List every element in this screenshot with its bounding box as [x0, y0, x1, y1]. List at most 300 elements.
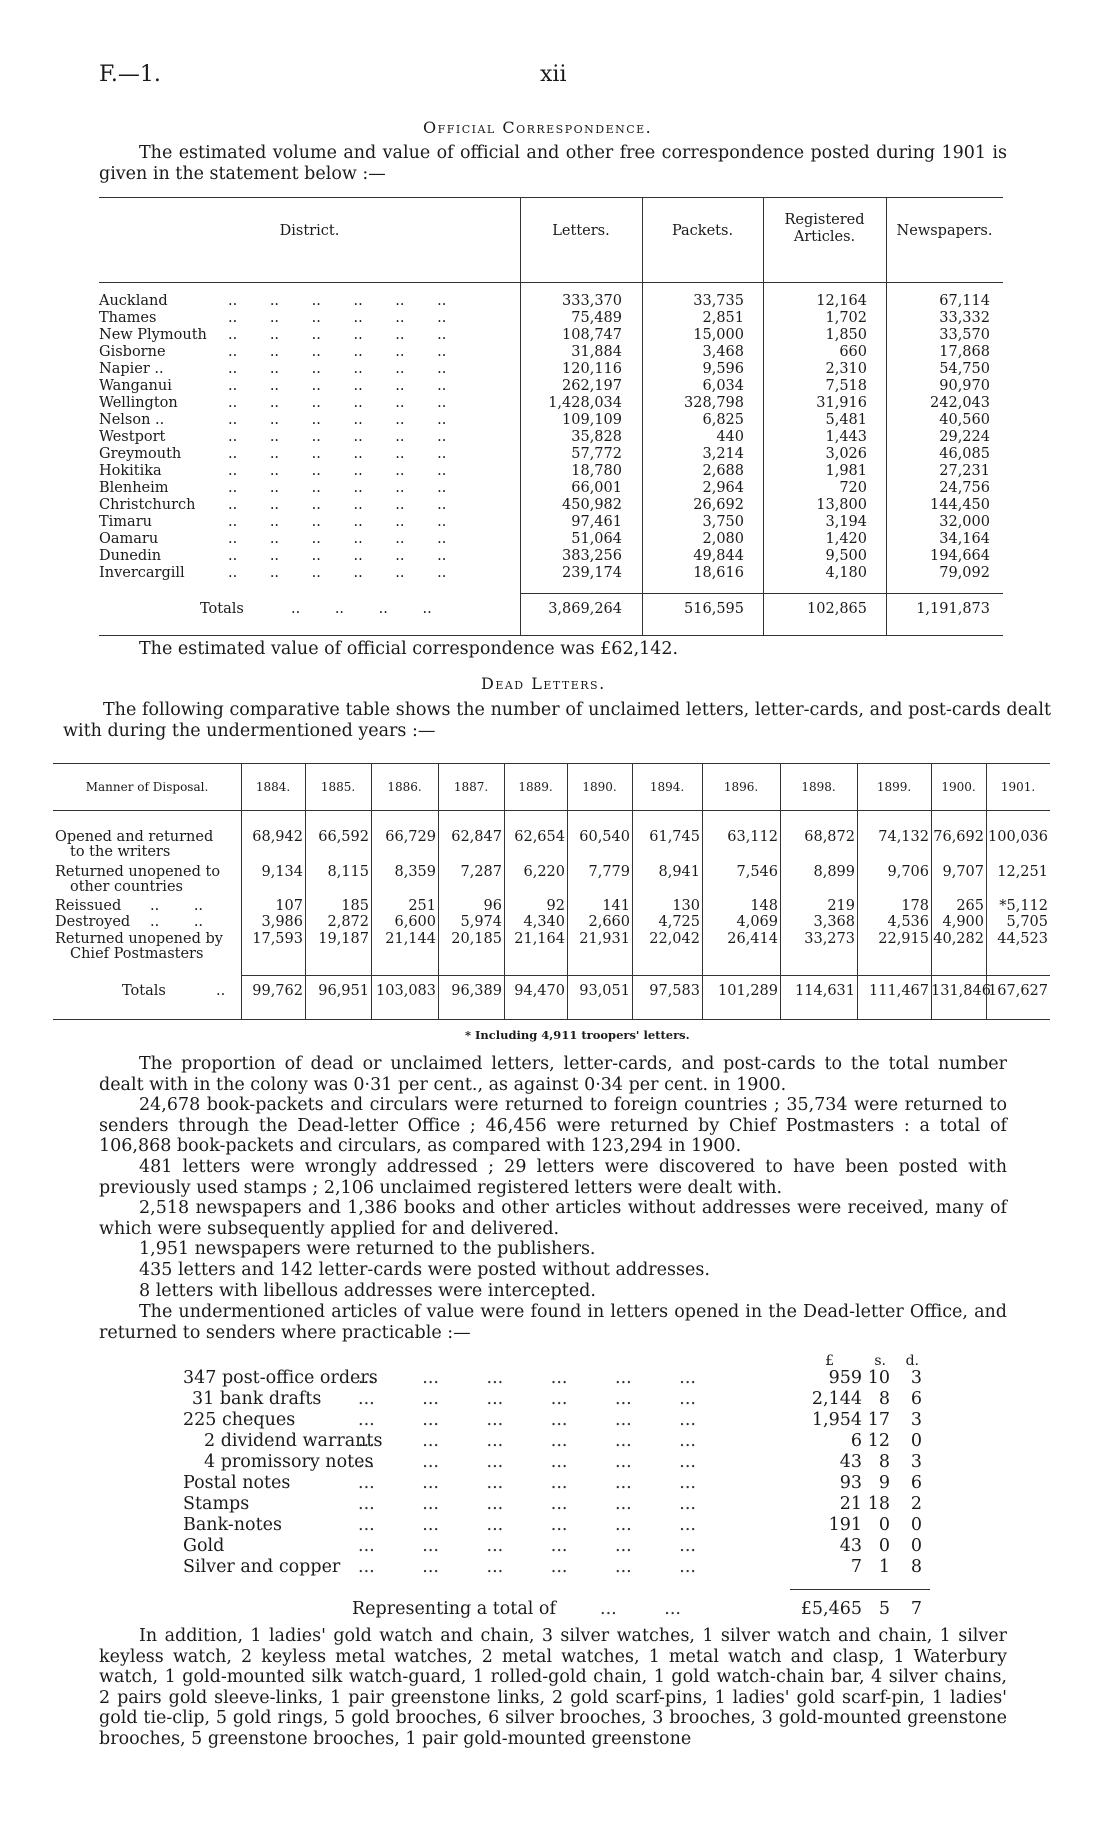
valuable-item-pounds: 43: [839, 1452, 862, 1472]
table2-value-cell: 4,725: [658, 914, 700, 930]
table1-packets-cell: 33,735: [693, 293, 744, 309]
valuable-leader-dots: ... ... ... ... ... ...: [358, 1368, 696, 1388]
table1-district-name: Wanganui: [99, 378, 172, 394]
table2-value-cell: 62,847: [451, 829, 502, 845]
official-intro: The estimated volume and value of official and other free correspondence posted during 1901 is given in the statement below :—: [99, 143, 1007, 184]
table2-row-label: Returned unopened to: [55, 864, 221, 880]
table2-value-cell: 22,042: [649, 931, 700, 947]
table1-header-registered: Registered Articles.: [784, 212, 865, 245]
paragraph-additional-items: In addition, 1 ladies' gold watch and chain, 3 silver watches, 1 silver watch and chain, 1 silver keyless watch, 2 keyless metal watches, 2 metal watches, 1 metal watch and clasp, 1 Waterbury watch, 1 gold-mounted silk watch-guard, 1 rolled-gold chain, 1 gold watch-chain bar, 4 silver chains, 2 pairs gold sleeve-links, 1 pair greenstone links, 2 gold scarf-pins, 1 ladies' gold scarf-pin, 1 ladies' gold tie-clip, 5 gold rings, 5 gold brooches, 6 silver brooches, 3 brooches, 3 gold-mounted greenstone brooches, 5 greenstone brooches, 1 pair gold-mounted greenstone: [99, 1626, 1007, 1749]
table1-newspapers-cell: 79,092: [939, 565, 990, 581]
table1-registered-cell: 31,916: [816, 395, 867, 411]
valuable-item-shillings: 0: [878, 1515, 890, 1535]
table2-total-cell: 93,051: [579, 983, 630, 999]
table1-leader-dots: .. .. .. .. .. ..: [228, 293, 447, 309]
table2-value-cell: 130: [672, 898, 700, 914]
valuable-item-pounds: 7: [850, 1557, 862, 1577]
section-title-official: Official Correspondence.: [423, 118, 653, 137]
table1-letters-cell: 51,064: [571, 531, 622, 547]
table2-value-cell: 6,600: [394, 914, 436, 930]
table1-newspapers-cell: 33,332: [939, 310, 990, 326]
table1-registered-cell: 1,420: [825, 531, 867, 547]
table1-leader-dots: .. .. .. .. .. ..: [228, 480, 447, 496]
table2-value-cell: 7,287: [460, 864, 502, 880]
valuables-total-pounds: £5,465: [800, 1599, 862, 1619]
valuables-header-pence: d.: [905, 1353, 919, 1369]
table2-value-cell: 178: [901, 898, 929, 914]
table2-value-cell: 9,706: [887, 864, 929, 880]
table1-header-newspapers: Newspapers.: [896, 223, 993, 239]
table2-value-cell: 68,942: [252, 829, 303, 845]
table1-district-name: Dunedin: [99, 548, 162, 564]
valuable-item-pounds: 1,954: [811, 1410, 862, 1430]
table1-registered-cell: 9,500: [825, 548, 867, 564]
table1-packets-cell: 440: [716, 429, 744, 445]
valuable-item-label: 2 dividend warrants: [204, 1431, 383, 1451]
table2-header-manner: Manner of Disposal.: [85, 780, 209, 794]
valuable-item-pounds: 191: [828, 1515, 862, 1535]
table1-header-rule: [99, 282, 1003, 283]
table1-newspapers-cell: 17,868: [939, 344, 990, 360]
table2-value-cell: 20,185: [451, 931, 502, 947]
table1-total-newspapers: 1,191,873: [916, 601, 990, 617]
valuable-item-pounds: 21: [839, 1494, 862, 1514]
table1-letters-cell: 1,428,034: [548, 395, 622, 411]
valuable-leader-dots: ... ... ... ... ... ...: [358, 1431, 696, 1451]
table1-leader-dots: .. .. .. .. .. ..: [228, 412, 447, 428]
table1-letters-cell: 31,884: [571, 344, 622, 360]
table2-header-year: 1896.: [723, 780, 759, 794]
table1-total-packets: 516,595: [684, 601, 744, 617]
table1-letters-cell: 108,747: [562, 327, 622, 343]
table1-packets-cell: 9,596: [702, 361, 744, 377]
valuable-item-shillings: 18: [867, 1494, 890, 1514]
valuable-item-shillings: 8: [878, 1389, 890, 1409]
table1-newspapers-cell: 40,560: [939, 412, 990, 428]
table1-registered-cell: 5,481: [825, 412, 867, 428]
table1-leader-dots: .. .. .. .. .. ..: [228, 327, 447, 343]
table1-newspapers-cell: 90,970: [939, 378, 990, 394]
valuables-header-shillings: s.: [874, 1353, 886, 1369]
table1-district-name: Westport: [99, 429, 166, 445]
valuable-item-shillings: 0: [878, 1536, 890, 1556]
table1-leader-dots: .. .. .. ..: [291, 601, 432, 617]
table1-packets-cell: 3,214: [702, 446, 744, 462]
table2-value-cell: 9,134: [261, 864, 303, 880]
table1-letters-cell: 109,109: [562, 412, 622, 428]
table2-value-cell: 107: [275, 898, 303, 914]
table1-newspapers-cell: 32,000: [939, 514, 990, 530]
table1-packets-cell: 6,825: [702, 412, 744, 428]
table1-letters-cell: 75,489: [571, 310, 622, 326]
table2-value-cell: 8,115: [327, 864, 369, 880]
table2-value-cell: 6,220: [523, 864, 565, 880]
table2-value-cell: 26,414: [727, 931, 778, 947]
table1-header-packets: Packets.: [671, 223, 734, 239]
table2-value-cell: 92: [546, 898, 565, 914]
paragraph-without-addresses: 435 letters and 142 letter-cards were posted without addresses.: [139, 1260, 710, 1280]
valuable-item-pounds: 43: [839, 1536, 862, 1556]
table1-registered-cell: 2,310: [825, 361, 867, 377]
table2-header-year: 1885.: [320, 780, 356, 794]
table2-row-label: Opened and returned: [55, 829, 214, 845]
table1-registered-cell: 4,180: [825, 565, 867, 581]
table1-packets-cell: 3,468: [702, 344, 744, 360]
table2-leader-dots: ..: [216, 983, 226, 999]
table2-value-cell: 21,144: [385, 931, 436, 947]
valuable-leader-dots: ... ... ... ... ... ...: [358, 1557, 696, 1577]
table1-totals-rule: [520, 593, 1003, 594]
table2-total-cell: 96,951: [318, 983, 369, 999]
table1-leader-dots: .. .. .. .. .. ..: [228, 395, 447, 411]
table1-leader-dots: .. .. .. .. .. ..: [228, 344, 447, 360]
valuable-item-label: Silver and copper: [183, 1557, 341, 1577]
table2-total-cell: 97,583: [649, 983, 700, 999]
table2-value-cell: 2,660: [588, 914, 630, 930]
table2-value-cell: 12,251: [997, 864, 1048, 880]
table2-total-cell: 96,389: [451, 983, 502, 999]
valuable-item-pence: 0: [910, 1431, 922, 1451]
table1-leader-dots: .. .. .. .. .. ..: [228, 548, 447, 564]
table2-total-cell: 99,762: [252, 983, 303, 999]
table1-district-name: Hokitika: [99, 463, 162, 479]
table2-top-rule: [53, 763, 1050, 764]
table1-packets-cell: 328,798: [684, 395, 744, 411]
table2-header-year: 1889.: [518, 780, 553, 794]
table2-value-cell: 63,112: [727, 829, 778, 845]
table1-letters-cell: 333,370: [562, 293, 622, 309]
table2-column-rule: [567, 763, 568, 1019]
valuable-item-pence: 0: [910, 1536, 922, 1556]
table1-leader-dots: .. .. .. .. .. ..: [228, 429, 447, 445]
table2-value-cell: 33,273: [804, 931, 855, 947]
valuable-item-label: 4 promissory notes: [204, 1452, 374, 1472]
valuable-item-pence: 0: [910, 1515, 922, 1535]
paragraph-proportion: The proportion of dead or unclaimed letters, letter-cards, and post-cards to the total number dealt with in the colony was 0·31 per cent., as against 0·34 per cent. in 1900.: [99, 1054, 1007, 1095]
table1-packets-cell: 2,851: [702, 310, 744, 326]
table2-column-rule: [702, 763, 703, 1019]
table2-column-rule: [504, 763, 505, 1019]
valuable-leader-dots: ... ...: [600, 1599, 681, 1619]
table2-value-cell: 44,523: [997, 931, 1048, 947]
table2-leader-dots: .. ..: [150, 898, 204, 914]
table1-registered-cell: 3,026: [825, 446, 867, 462]
valuable-item-pence: 8: [910, 1557, 922, 1577]
valuable-item-label: Bank-notes: [183, 1515, 282, 1535]
valuable-leader-dots: ... ... ... ... ... ...: [358, 1515, 696, 1535]
table1-leader-dots: .. .. .. .. .. ..: [228, 446, 447, 462]
table2-value-cell: 4,340: [523, 914, 565, 930]
dead-letters-intro: The following comparative table shows the number of unclaimed letters, letter-cards, and post-cards dealt with during the undermentioned years :—: [63, 700, 1051, 741]
valuables-header-pounds: £: [825, 1353, 834, 1369]
table2-value-cell: 8,359: [394, 864, 436, 880]
table2-value-cell: 66,592: [318, 829, 369, 845]
table2-value-cell: 74,132: [878, 829, 929, 845]
table2-value-cell: 4,536: [887, 914, 929, 930]
table2-header-year: 1884.: [255, 780, 291, 794]
valuable-item-pence: 2: [910, 1494, 922, 1514]
table2-value-cell: 4,900: [942, 914, 984, 930]
table2-column-rule: [780, 763, 781, 1019]
table2-value-cell: 3,986: [261, 914, 303, 930]
table1-newspapers-cell: 29,224: [939, 429, 990, 445]
table1-leader-dots: .. .. .. .. .. ..: [228, 565, 447, 581]
table1-letters-cell: 66,001: [571, 480, 622, 496]
table1-district-name: Auckland: [99, 293, 168, 309]
table2-total-cell: 94,470: [514, 983, 565, 999]
valuable-item-pounds: 959: [828, 1368, 862, 1388]
table1-registered-cell: 1,702: [825, 310, 867, 326]
table1-packets-cell: 18,616: [693, 565, 744, 581]
table1-district-name: Oamaru: [99, 531, 159, 547]
valuables-total-pence: 7: [910, 1599, 922, 1619]
table1-registered-cell: 1,443: [825, 429, 867, 445]
table2-bottom-rule: [53, 1019, 1050, 1020]
table1-district-name: Thames: [99, 310, 157, 326]
valuable-item-shillings: 17: [867, 1410, 890, 1430]
table1-district-name: Timaru: [99, 514, 152, 530]
table1-newspapers-cell: 144,450: [930, 497, 990, 513]
valuable-item-pounds: 2,144: [811, 1389, 862, 1409]
table2-column-rule: [305, 763, 306, 1019]
table2-header-year: 1901.: [1000, 780, 1036, 794]
table2-value-cell: 185: [341, 898, 369, 914]
valuable-leader-dots: ... ... ... ... ... ...: [358, 1536, 696, 1556]
table1-packets-cell: 2,964: [702, 480, 744, 496]
table1-letters-cell: 239,174: [562, 565, 622, 581]
table1-registered-cell: 13,800: [816, 497, 867, 513]
paragraph-valuables-intro: The undermentioned articles of value were found in letters opened in the Dead-letter Office, and returned to senders where practicable :—: [99, 1302, 1007, 1343]
table1-newspapers-cell: 194,664: [930, 548, 990, 564]
table1-registered-cell: 3,194: [825, 514, 867, 530]
table2-row-label: Destroyed: [55, 914, 131, 930]
dead-letters-footnote: * Including 4,911 troopers' letters.: [465, 1028, 690, 1042]
table1-letters-cell: 35,828: [571, 429, 622, 445]
valuables-total-label: Representing a total of: [352, 1599, 556, 1619]
table1-letters-cell: 57,772: [571, 446, 622, 462]
valuable-item-pence: 3: [910, 1410, 922, 1430]
table2-value-cell: 251: [408, 898, 436, 914]
table2-header-year: 1898.: [801, 780, 836, 794]
table1-leader-dots: .. .. .. .. .. ..: [228, 531, 447, 547]
table1-packets-cell: 2,688: [702, 463, 744, 479]
table2-value-cell: 21,931: [579, 931, 630, 947]
table2-value-cell: 60,540: [579, 829, 630, 845]
table2-value-cell: 8,941: [658, 864, 700, 880]
table1-letters-cell: 450,982: [562, 497, 622, 513]
table2-column-rule: [371, 763, 372, 1019]
valuable-leader-dots: ... ... ... ... ... ...: [358, 1452, 696, 1472]
table2-total-cell: 101,289: [718, 983, 778, 999]
table1-newspapers-cell: 24,756: [939, 480, 990, 496]
table1-leader-dots: .. .. .. .. .. ..: [228, 361, 447, 377]
table1-letters-cell: 18,780: [571, 463, 622, 479]
table1-letters-cell: 383,256: [562, 548, 622, 564]
table2-header-year: 1887.: [453, 780, 489, 794]
paragraph-newspapers: 2,518 newspapers and 1,386 books and other articles without addresses were received, many of which were subsequently applied for and delivered.: [99, 1198, 1007, 1239]
table1-top-rule: [99, 197, 1003, 198]
table2-value-cell: 3,368: [813, 914, 855, 930]
section-title-dead-letters: Dead Letters.: [481, 674, 606, 693]
table1-registered-cell: 720: [839, 480, 867, 496]
table1-newspapers-cell: 46,085: [939, 446, 990, 462]
table2-value-cell: 66,729: [385, 829, 436, 845]
valuable-item-shillings: 8: [878, 1452, 890, 1472]
page-number: xii: [540, 62, 567, 87]
table2-value-cell: 17,593: [252, 931, 303, 947]
table1-total-registered: 102,865: [807, 601, 867, 617]
valuable-leader-dots: ... ... ... ... ... ...: [358, 1473, 696, 1493]
table2-row-label: Returned unopened by: [55, 931, 223, 947]
table2-value-cell: 68,872: [804, 829, 855, 845]
table1-packets-cell: 3,750: [702, 514, 744, 530]
table2-total-cell: 167,627: [988, 983, 1048, 999]
table2-value-cell: 7,546: [736, 864, 778, 880]
valuable-item-pounds: 93: [839, 1473, 862, 1493]
table1-bottom-rule: [99, 635, 1003, 636]
table2-header-year: 1890.: [582, 780, 617, 794]
table2-row-label-cont: to the writers: [70, 844, 171, 860]
table2-total-cell: 114,631: [795, 983, 855, 999]
table1-totals-label: Totals: [200, 601, 244, 617]
valuable-item-pounds: 6: [850, 1431, 862, 1451]
table2-header-rule: [53, 810, 1050, 811]
paragraph-wrong-address: 481 letters were wrongly addressed ; 29 letters were discovered to have been posted with previously used stamps ; 2,106 unclaimed registered letters were dealt with.: [99, 1157, 1007, 1198]
table2-value-cell: 76,692: [933, 829, 984, 845]
table1-header-letters: Letters.: [552, 223, 610, 239]
table1-registered-cell: 1,850: [825, 327, 867, 343]
valuable-item-pence: 6: [910, 1389, 922, 1409]
table1-packets-cell: 6,034: [702, 378, 744, 394]
table2-row-label-cont: other countries: [70, 879, 183, 895]
table1-newspapers-cell: 33,570: [939, 327, 990, 343]
table1-packets-cell: 49,844: [693, 548, 744, 564]
table1-registered-cell: 660: [839, 344, 867, 360]
valuable-item-pence: 6: [910, 1473, 922, 1493]
table2-header-year: 1886.: [387, 780, 422, 794]
valuable-item-label: Postal notes: [183, 1473, 291, 1493]
table1-newspapers-cell: 54,750: [939, 361, 990, 377]
paragraph-publishers: 1,951 newspapers were returned to the publishers.: [139, 1239, 596, 1259]
valuable-item-pence: 3: [910, 1452, 922, 1472]
table2-value-cell: 40,282: [933, 931, 984, 947]
table1-packets-cell: 2,080: [702, 531, 744, 547]
table2-totals-rule: [241, 975, 1050, 976]
table1-total-letters: 3,869,264: [548, 601, 622, 617]
table2-value-cell: 7,779: [588, 864, 630, 880]
table2-value-cell: 19,187: [318, 931, 369, 947]
table1-header-district: District.: [279, 223, 340, 239]
table1-leader-dots: .. .. .. .. .. ..: [228, 497, 447, 513]
table1-district-name: Greymouth: [99, 446, 182, 462]
valuable-item-label: 31 bank drafts: [192, 1389, 322, 1409]
valuable-item-shillings: 9: [878, 1473, 890, 1493]
table1-leader-dots: .. .. .. .. .. ..: [228, 514, 447, 530]
table1-leader-dots: .. .. .. .. .. ..: [228, 310, 447, 326]
table2-header-year: 1894.: [649, 780, 685, 794]
valuable-item-label: 225 cheques: [183, 1410, 296, 1430]
table1-registered-cell: 7,518: [825, 378, 867, 394]
table2-value-cell: 219: [827, 898, 855, 914]
table2-total-cell: 131,846: [931, 983, 991, 999]
table1-letters-cell: 97,461: [571, 514, 622, 530]
table2-value-cell: 100,036: [988, 829, 1048, 845]
table2-value-cell: 148: [750, 898, 778, 914]
valuable-item-shillings: 1: [878, 1557, 890, 1577]
table1-letters-cell: 262,197: [562, 378, 622, 394]
table2-value-cell: 9,707: [942, 864, 984, 880]
official-value-note: The estimated value of official correspondence was £62,142.: [139, 639, 679, 659]
table1-newspapers-cell: 27,231: [939, 463, 990, 479]
valuable-item-label: Gold: [183, 1536, 225, 1556]
paragraph-libellous: 8 letters with libellous addresses were intercepted.: [139, 1281, 596, 1301]
valuable-item-label: Stamps: [183, 1494, 250, 1514]
table2-value-cell: 2,872: [327, 914, 369, 930]
table1-district-name: Blenheim: [99, 480, 169, 496]
table2-total-cell: 103,083: [376, 983, 436, 999]
table2-row-label: Reissued: [55, 898, 122, 914]
table2-column-rule: [241, 763, 242, 1019]
table2-value-cell: 4,069: [736, 914, 778, 930]
table1-registered-cell: 1,981: [825, 463, 867, 479]
table2-totals-label: Totals: [122, 983, 166, 999]
table2-value-cell: 21,164: [514, 931, 565, 947]
table2-value-cell: 5,974: [460, 914, 502, 930]
table2-value-cell: 62,654: [514, 829, 565, 845]
table2-value-cell: 61,745: [649, 829, 700, 845]
valuable-item-shillings: 12: [867, 1431, 890, 1451]
table1-letters-cell: 120,116: [562, 361, 622, 377]
table1-newspapers-cell: 67,114: [939, 293, 990, 309]
valuable-leader-dots: ... ... ... ... ... ...: [358, 1410, 696, 1430]
valuable-leader-dots: ... ... ... ... ... ...: [358, 1389, 696, 1409]
table1-newspapers-cell: 242,043: [930, 395, 990, 411]
table2-total-cell: 111,467: [869, 983, 929, 999]
table2-column-rule: [632, 763, 633, 1019]
table1-district-name: Napier ..: [99, 361, 164, 377]
table2-value-cell: 265: [956, 898, 984, 914]
table2-value-cell: 5,705: [1006, 914, 1048, 930]
table2-header-year: 1900.: [941, 780, 976, 794]
valuable-item-label: 347 post-office orders: [183, 1368, 378, 1388]
table2-column-rule: [857, 763, 858, 1019]
table1-registered-cell: 12,164: [816, 293, 867, 309]
table2-value-cell: 8,899: [813, 864, 855, 880]
table1-district-name: New Plymouth: [99, 327, 207, 343]
table1-district-name: Wellington: [99, 395, 178, 411]
table1-leader-dots: .. .. .. .. .. ..: [228, 378, 447, 394]
table2-header-year: 1899.: [876, 780, 912, 794]
table2-value-cell: 96: [483, 898, 502, 914]
table2-value-cell: 141: [602, 898, 630, 914]
table1-district-name: Invercargill: [99, 565, 185, 581]
valuable-leader-dots: ... ... ... ... ... ...: [358, 1494, 696, 1514]
table2-leader-dots: .. ..: [150, 914, 204, 930]
valuable-item-shillings: 10: [867, 1368, 890, 1388]
table1-district-name: Nelson ..: [99, 412, 165, 428]
table1-packets-cell: 15,000: [693, 327, 744, 343]
table2-column-rule: [438, 763, 439, 1019]
table2-value-cell: 22,915: [878, 931, 929, 947]
table1-district-name: Gisborne: [99, 344, 166, 360]
table1-leader-dots: .. .. .. .. .. ..: [228, 463, 447, 479]
table1-newspapers-cell: 34,164: [939, 531, 990, 547]
table2-row-label-cont: Chief Postmasters: [70, 946, 204, 962]
valuables-total-shillings: 5: [878, 1599, 890, 1619]
table2-column-rule: [986, 763, 987, 1019]
valuable-item-pence: 3: [910, 1368, 922, 1388]
valuables-total-rule: [790, 1589, 930, 1590]
